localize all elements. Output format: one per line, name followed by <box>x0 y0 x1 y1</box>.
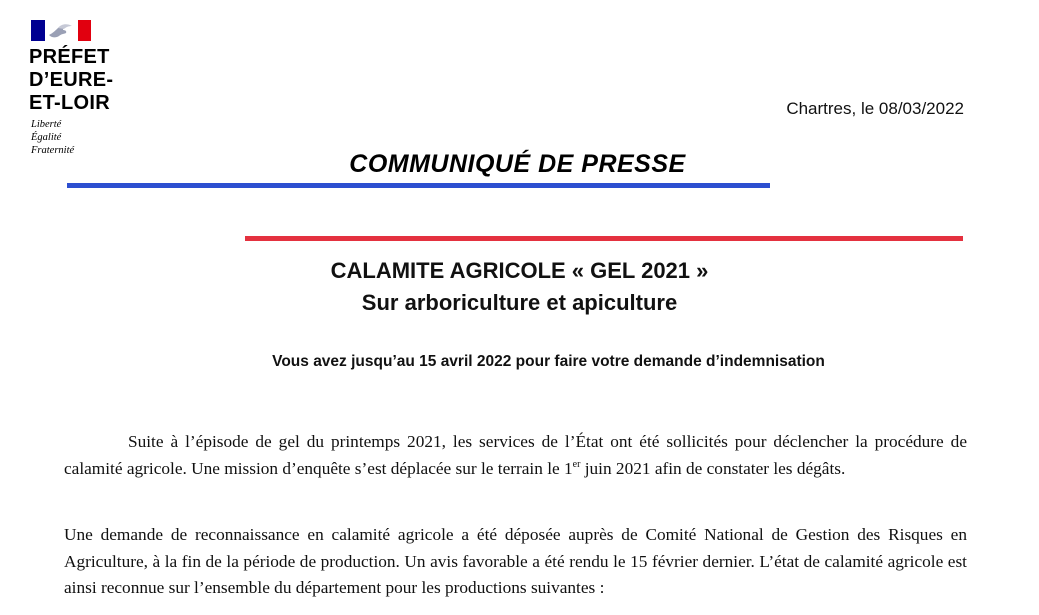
flag-white-band <box>45 20 78 41</box>
body-paragraph-1 <box>64 429 967 482</box>
flag-red-band <box>78 20 91 41</box>
prefecture-name <box>29 46 139 115</box>
motto-line: Fraternité <box>31 145 75 156</box>
prefecture-name-line: ET-LOIR <box>29 92 110 114</box>
flag-blue-band <box>31 20 45 41</box>
republic-flag-logo <box>31 20 91 41</box>
body-paragraph-2: Une demande de reconnaissance en calamité agricole a été déposée auprès de Comité National de Gestion des Risques en Agriculture, à la fin de la période de production. Un avis favorable a été rendu le 15 février dernier. L’état de calamité agricole est ainsi reconnue sur l’ensemble du département pour les productions suivantes : <box>64 525 967 597</box>
headline-line-1: CALAMITE AGRICOLE « GEL 2021 » <box>330 258 709 283</box>
prefecture-name-line: PRÉFET <box>29 46 110 68</box>
paragraph-text: juin 2021 afin de constater les dégâts. <box>580 458 846 478</box>
prefecture-name-line: D’EURE- <box>29 69 114 91</box>
marianne-profile-icon <box>45 20 78 41</box>
ordinal-suffix: er <box>572 458 581 470</box>
deadline-notice: Vous avez jusqu’au 15 avril 2022 pour faire votre demande d’indemnisation <box>272 353 825 370</box>
place-and-date: Chartres, le 08/03/2022 <box>786 99 964 118</box>
headline-line-2: Sur arboriculture et apiculture <box>361 290 678 315</box>
red-divider <box>245 236 963 241</box>
motto-line: Égalité <box>31 132 62 143</box>
press-release-title-block <box>0 150 1039 179</box>
press-release-title: COMMUNIQUÉ DE PRESSE <box>349 150 686 178</box>
motto-line: Liberté <box>31 119 62 130</box>
paragraph-text: Suite à l’épisode de gel du printemps 2021, les services de l’État ont été sollicités pour déclencher la procédure de calamité agricole. Une mission d’enquête s’est déplacée sur le terrain le 1 <box>64 432 967 478</box>
blue-divider <box>67 183 770 188</box>
